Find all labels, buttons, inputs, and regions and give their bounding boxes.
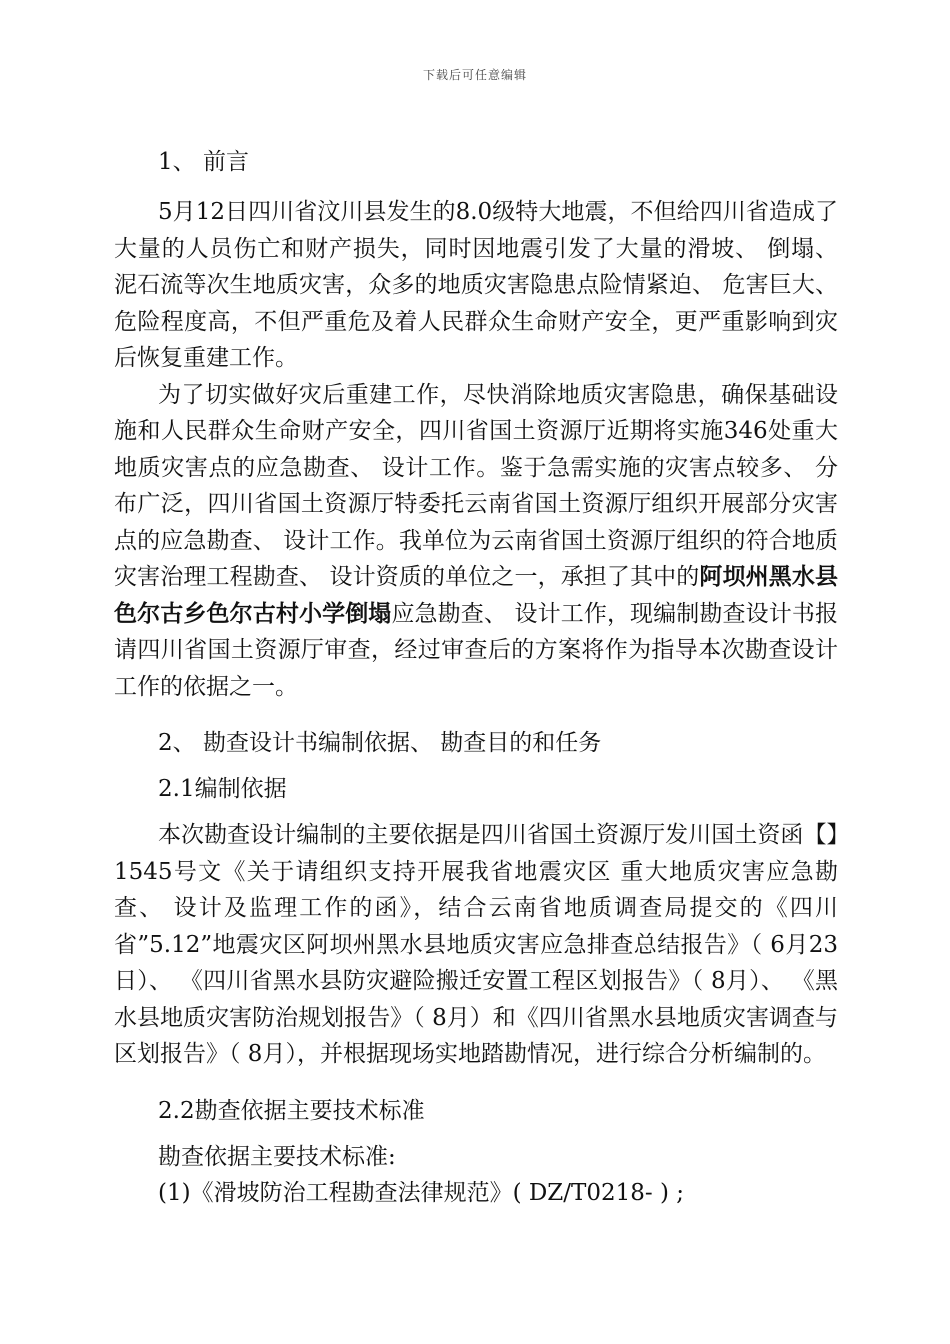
section-1-paragraph-1: 5月12日四川省汶川县发生的8.0级特大地震，不但给四川省造成了大量的人员伤亡和财产损失，同时因地震引发了大量的滑坡、 倒塌、 泥石流等次生地质灾害，众多的地质灾害隐患点险情紧迫、 危害巨大、 危险程度高，不但严重危及着人民群众生命财产安全，更严重影响到灾后恢复重建工作。 <box>114 199 838 371</box>
section-2-title: 2、 勘查设计书编制依据、 勘查目的和任务 <box>158 730 602 756</box>
section-2-2-title: 2.2勘查依据主要技术标准 <box>158 1097 425 1124</box>
document-body <box>114 144 838 1212</box>
paragraph-2-text-before: 为了切实做好灾后重建工作，尽快消除地质灾害隐患，确保基础设施和人民群众生命财产安全，四川省国土资源厅近期将实施346处重大地质灾害点的应急勘查、 设计工作。鉴于急需实施的灾害点较多、 分布广泛，四川省国土资源厅特委托云南省国土资源厅组织开展部分灾害点的应急勘查、 设计工作。我单位为云南省国土资源厅组织的符合地质灾害治理工程勘查、 设计资质的单位之一，承担了其中的 <box>114 381 838 590</box>
section-2-1-paragraph: 本次勘查设计编制的主要依据是四川省国土资源厅发川国土资函【】1545号文《关于请组织支持开展我省地震灾区 重大地质灾害应急勘查、 设计及监理工作的函》，结合云南省地质调查局提交的《四川省”5.12”地震灾区阿坝州黑水县地质灾害应急排查总结报告》（ 6月23日）、 《四川省黑水县防灾避险搬迁安置工程区划报告》（ 8月）、 《黑水县地质灾害防治规划报告》（ 8月）和《四川省黑水县地质灾害调查与区划报告》（ 8月），并根据现场实地踏勘情况，进行综合分析编制的。 <box>114 822 838 1067</box>
section-1-title: 1、 前言 <box>158 149 249 175</box>
standards-intro: 勘查依据主要技术标准: <box>158 1143 396 1170</box>
section-1-paragraph-2 <box>114 377 838 706</box>
page-header: 下载后可任意编辑 <box>422 68 527 82</box>
paragraph-2-text-after: 应急勘查、 设计工作，现编制勘查设计书报请四川省国土资源厅审查，经过审查后的方案将作为指导本次勘查设计工作的依据之一。 <box>114 600 839 700</box>
project-name-bold: 阿坝州黑水县色尔古乡色尔古村小学倒塌 <box>114 564 839 627</box>
section-2-1-title: 2.1编制依据 <box>158 776 287 802</box>
standards-item-1: (1)《滑坡防治工程勘查法律规范》( DZ/T0218- ) ; <box>158 1180 685 1206</box>
